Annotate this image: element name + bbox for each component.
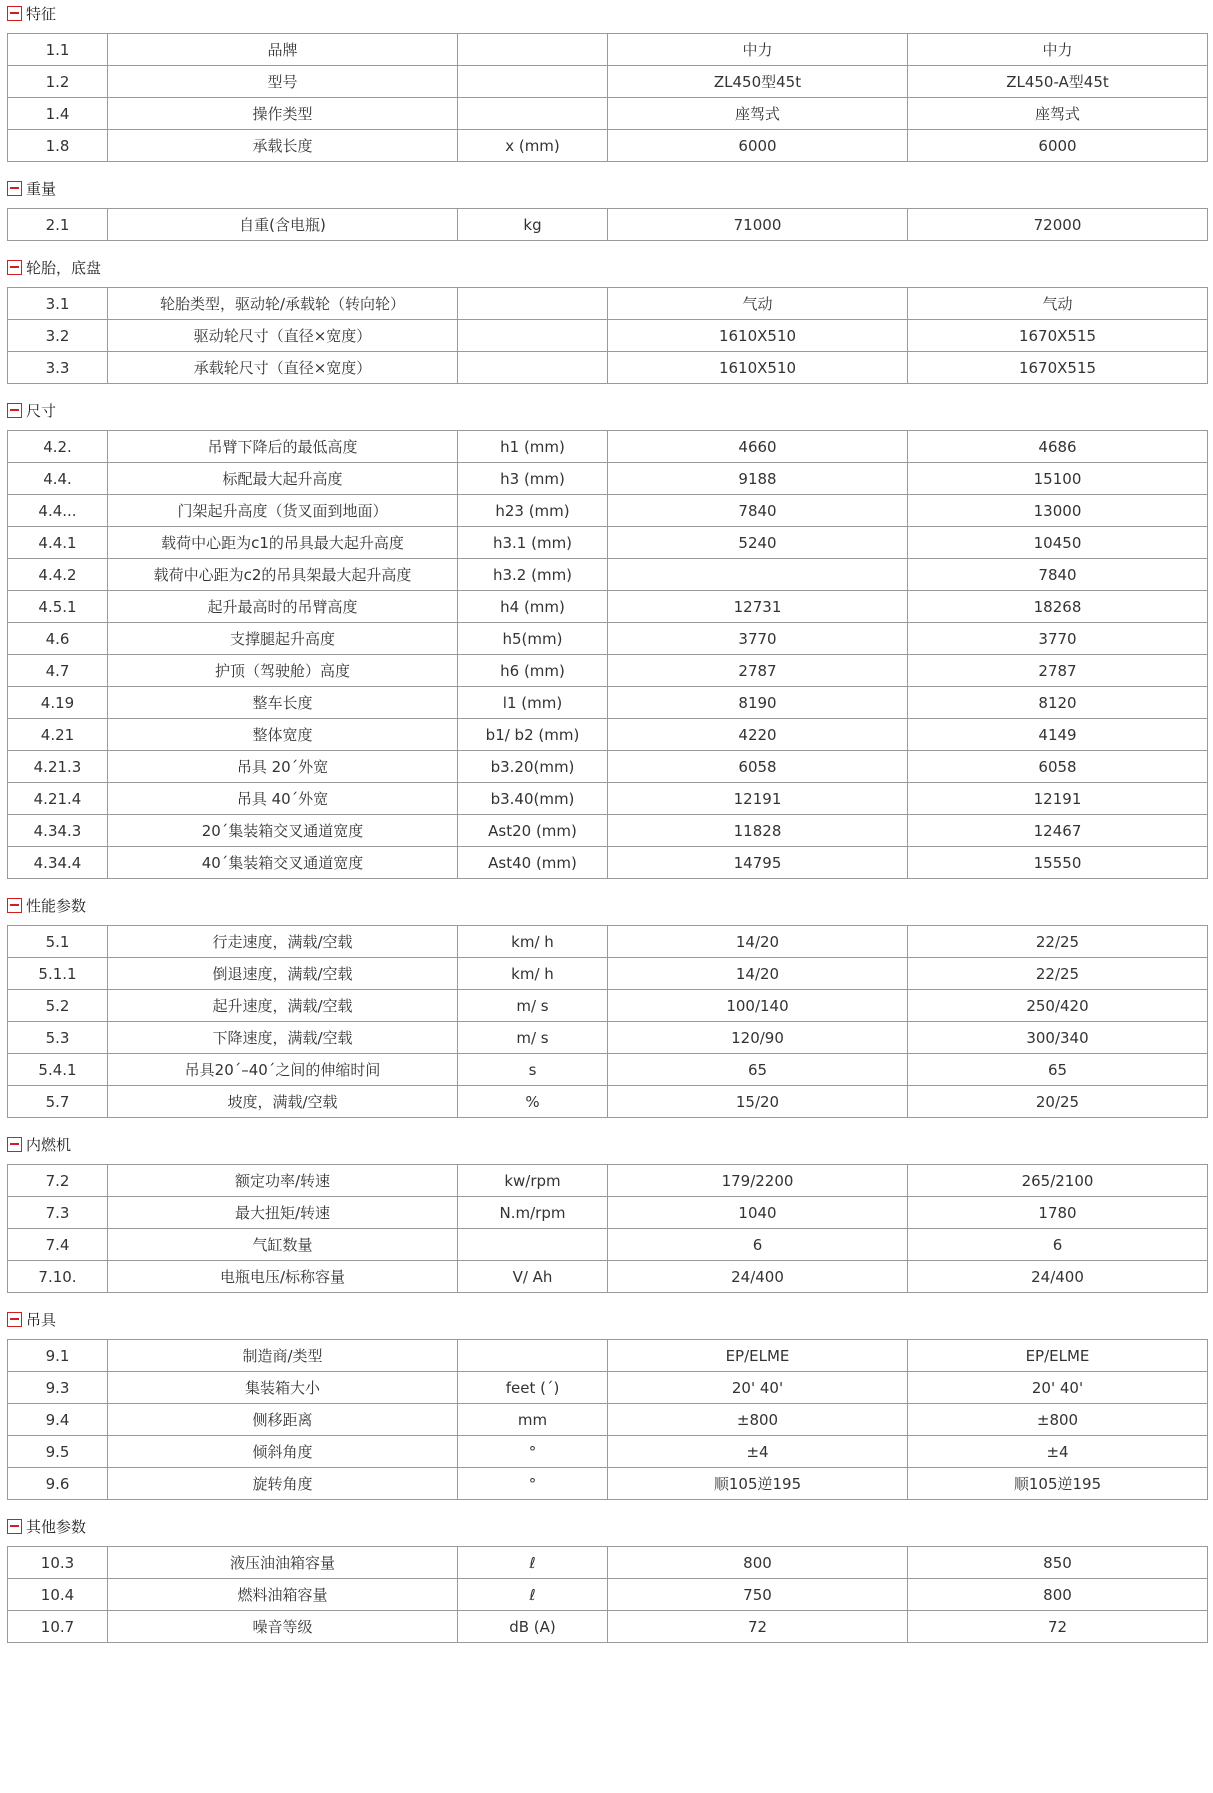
param-name: 旋转角度 [108,1468,458,1500]
param-number: 10.7 [8,1611,108,1643]
spec-sheet [0,5,1213,1643]
model-b-value: 6000 [908,130,1208,162]
param-unit: Ast40 (mm) [458,847,608,879]
model-a-value: 中力 [608,34,908,66]
model-b-value: 10450 [908,527,1208,559]
spec-table [7,1339,1208,1500]
model-b-value: EP/ELME [908,1340,1208,1372]
table-row [8,288,1208,320]
model-b-value: 22/25 [908,926,1208,958]
model-a-value: 24/400 [608,1261,908,1293]
spec-table [7,1546,1208,1643]
param-number: 4.4. [8,463,108,495]
model-a-value: 1610X510 [608,320,908,352]
param-name: 倒退速度，满载/空载 [108,958,458,990]
param-unit: h3 (mm) [458,463,608,495]
param-number: 4.5.1 [8,591,108,623]
param-name: 护顶（驾驶舱）高度 [108,655,458,687]
param-name: 吊具 40´外宽 [108,783,458,815]
param-number: 9.4 [8,1404,108,1436]
table-row [8,1229,1208,1261]
param-number: 2.1 [8,209,108,241]
param-number: 5.2 [8,990,108,1022]
model-b-value: 1670X515 [908,352,1208,384]
param-unit: N.m/rpm [458,1197,608,1229]
model-a-value: 72 [608,1611,908,1643]
param-number: 10.3 [8,1547,108,1579]
table-row [8,1054,1208,1086]
param-number: 9.3 [8,1372,108,1404]
spec-section [7,259,1213,384]
model-a-value: EP/ELME [608,1340,908,1372]
collapse-icon[interactable] [7,898,22,913]
param-number: 1.2 [8,66,108,98]
table-row [8,1340,1208,1372]
section-header[interactable] [7,5,1213,21]
param-name: 自重(含电瓶) [108,209,458,241]
model-b-value: 气动 [908,288,1208,320]
table-row [8,1022,1208,1054]
spec-section [7,1518,1213,1643]
param-unit: h3.2 (mm) [458,559,608,591]
param-name: 倾斜角度 [108,1436,458,1468]
table-row [8,527,1208,559]
param-name: 吊臂下降后的最低高度 [108,431,458,463]
param-name: 品牌 [108,34,458,66]
table-row [8,1611,1208,1643]
model-b-value: 850 [908,1547,1208,1579]
table-row [8,559,1208,591]
param-number: 4.4... [8,495,108,527]
model-b-value: 4149 [908,719,1208,751]
param-name: 吊具20´–40´之间的伸缩时间 [108,1054,458,1086]
model-a-value: 800 [608,1547,908,1579]
param-unit: ℓ [458,1579,608,1611]
model-b-value: 3770 [908,623,1208,655]
model-a-value: 11828 [608,815,908,847]
table-row [8,990,1208,1022]
model-a-value: 7840 [608,495,908,527]
param-name: 整体宽度 [108,719,458,751]
param-number: 7.10. [8,1261,108,1293]
section-header[interactable] [7,402,1213,418]
param-unit [458,1340,608,1372]
section-title: 内燃机 [26,1135,72,1154]
param-name: 载荷中心距为c2的吊具架最大起升高度 [108,559,458,591]
model-a-value: 5240 [608,527,908,559]
model-a-value: 100/140 [608,990,908,1022]
model-a-value [608,559,908,591]
param-number: 9.6 [8,1468,108,1500]
section-title: 尺寸 [26,401,57,420]
model-a-value: 1610X510 [608,352,908,384]
param-name: 型号 [108,66,458,98]
table-row [8,591,1208,623]
param-unit: m/ s [458,1022,608,1054]
param-number: 5.1.1 [8,958,108,990]
model-b-value: ±4 [908,1436,1208,1468]
param-unit: ° [458,1468,608,1500]
param-unit [458,66,608,98]
table-row [8,687,1208,719]
collapse-icon[interactable] [7,1312,22,1327]
spec-section [7,180,1213,241]
table-row [8,320,1208,352]
spec-section [7,5,1213,162]
param-name: 20´集装箱交叉通道宽度 [108,815,458,847]
spec-section [7,897,1213,1118]
table-row [8,34,1208,66]
param-number: 9.1 [8,1340,108,1372]
param-unit: kw/rpm [458,1165,608,1197]
model-b-value: 65 [908,1054,1208,1086]
model-b-value: 13000 [908,495,1208,527]
param-unit [458,352,608,384]
table-row [8,958,1208,990]
model-a-value: 14795 [608,847,908,879]
table-row [8,751,1208,783]
model-a-value: 8190 [608,687,908,719]
table-row [8,1404,1208,1436]
param-number: 4.4.2 [8,559,108,591]
table-row [8,926,1208,958]
spec-section [7,1311,1213,1500]
model-a-value: 9188 [608,463,908,495]
param-name: 承载长度 [108,130,458,162]
model-b-value: ZL450-A型45t [908,66,1208,98]
model-b-value: 中力 [908,34,1208,66]
model-b-value: 2787 [908,655,1208,687]
param-unit [458,98,608,130]
model-a-value: 4660 [608,431,908,463]
model-b-value: 4686 [908,431,1208,463]
section-title: 性能参数 [26,896,87,915]
param-name: 整车长度 [108,687,458,719]
param-unit: l1 (mm) [458,687,608,719]
model-b-value: 72 [908,1611,1208,1643]
section-title: 吊具 [26,1310,57,1329]
param-unit: b3.40(mm) [458,783,608,815]
model-b-value: ±800 [908,1404,1208,1436]
model-b-value: 20/25 [908,1086,1208,1118]
table-row [8,66,1208,98]
param-unit [458,320,608,352]
param-number: 4.6 [8,623,108,655]
model-a-value: 6 [608,1229,908,1261]
model-a-value: 4220 [608,719,908,751]
param-name: 操作类型 [108,98,458,130]
param-number: 4.21.3 [8,751,108,783]
param-unit: h23 (mm) [458,495,608,527]
param-number: 5.7 [8,1086,108,1118]
table-row [8,1197,1208,1229]
param-number: 4.4.1 [8,527,108,559]
model-b-value: 24/400 [908,1261,1208,1293]
param-number: 4.19 [8,687,108,719]
model-a-value: 12731 [608,591,908,623]
table-row [8,352,1208,384]
table-row [8,1547,1208,1579]
param-name: 燃料油箱容量 [108,1579,458,1611]
param-unit: kg [458,209,608,241]
param-unit: mm [458,1404,608,1436]
param-number: 10.4 [8,1579,108,1611]
model-a-value: 3770 [608,623,908,655]
param-name: 轮胎类型，驱动轮/承载轮（转向轮） [108,288,458,320]
section-header[interactable] [7,259,1213,275]
param-name: 制造商/类型 [108,1340,458,1372]
param-unit: b1/ b2 (mm) [458,719,608,751]
model-a-value: ZL450型45t [608,66,908,98]
param-name: 侧移距离 [108,1404,458,1436]
param-name: 额定功率/转速 [108,1165,458,1197]
param-name: 载荷中心距为c1的吊具最大起升高度 [108,527,458,559]
section-title: 轮胎，底盘 [26,258,102,277]
section-title: 重量 [26,179,57,198]
param-name: 液压油油箱容量 [108,1547,458,1579]
param-name: 起升最高时的吊臂高度 [108,591,458,623]
param-name: 40´集装箱交叉通道宽度 [108,847,458,879]
param-number: 4.21 [8,719,108,751]
model-b-value: 300/340 [908,1022,1208,1054]
table-row [8,130,1208,162]
model-b-value: 1670X515 [908,320,1208,352]
param-number: 4.34.3 [8,815,108,847]
spec-table [7,208,1208,241]
param-name: 行走速度，满载/空载 [108,926,458,958]
table-row [8,623,1208,655]
model-b-value: 22/25 [908,958,1208,990]
table-row [8,1086,1208,1118]
model-b-value: 1780 [908,1197,1208,1229]
param-number: 1.8 [8,130,108,162]
table-row [8,847,1208,879]
param-unit [458,288,608,320]
spec-section [7,1136,1213,1293]
collapse-icon[interactable] [7,260,22,275]
table-row [8,1165,1208,1197]
model-a-value: 座驾式 [608,98,908,130]
model-a-value: 20' 40' [608,1372,908,1404]
model-a-value: ±800 [608,1404,908,1436]
param-name: 支撑腿起升高度 [108,623,458,655]
model-a-value: 2787 [608,655,908,687]
table-row [8,463,1208,495]
spec-table [7,33,1208,162]
model-b-value: 7840 [908,559,1208,591]
param-unit [458,34,608,66]
param-number: 3.1 [8,288,108,320]
param-number: 7.2 [8,1165,108,1197]
table-row [8,655,1208,687]
model-a-value: 14/20 [608,926,908,958]
model-b-value: 座驾式 [908,98,1208,130]
section-header[interactable] [7,180,1213,196]
model-a-value: 15/20 [608,1086,908,1118]
param-name: 集装箱大小 [108,1372,458,1404]
param-name: 吊具 20´外宽 [108,751,458,783]
param-number: 4.7 [8,655,108,687]
model-a-value: 1040 [608,1197,908,1229]
param-name: 承载轮尺寸（直径×宽度） [108,352,458,384]
model-a-value: 顺105逆195 [608,1468,908,1500]
model-b-value: 800 [908,1579,1208,1611]
section-title: 特征 [26,4,57,23]
param-unit: m/ s [458,990,608,1022]
model-b-value: 15100 [908,463,1208,495]
param-unit: x (mm) [458,130,608,162]
model-b-value: 6058 [908,751,1208,783]
param-unit: ℓ [458,1547,608,1579]
param-name: 门架起升高度（货叉面到地面） [108,495,458,527]
model-b-value: 8120 [908,687,1208,719]
table-row [8,431,1208,463]
param-number: 4.34.4 [8,847,108,879]
param-unit: feet (´) [458,1372,608,1404]
param-unit: s [458,1054,608,1086]
model-b-value: 12467 [908,815,1208,847]
param-number: 7.3 [8,1197,108,1229]
model-b-value: 6 [908,1229,1208,1261]
model-a-value: 120/90 [608,1022,908,1054]
model-a-value: 14/20 [608,958,908,990]
model-b-value: 12191 [908,783,1208,815]
model-b-value: 18268 [908,591,1208,623]
param-unit: ° [458,1436,608,1468]
collapse-icon[interactable] [7,181,22,196]
model-b-value: 15550 [908,847,1208,879]
model-a-value: 750 [608,1579,908,1611]
model-b-value: 20' 40' [908,1372,1208,1404]
section-header[interactable] [7,897,1213,913]
model-b-value: 顺105逆195 [908,1468,1208,1500]
spec-table [7,925,1208,1118]
param-unit: dB (A) [458,1611,608,1643]
param-unit: h6 (mm) [458,655,608,687]
param-number: 4.21.4 [8,783,108,815]
param-name: 气缸数量 [108,1229,458,1261]
param-unit: Ast20 (mm) [458,815,608,847]
table-row [8,783,1208,815]
param-number: 3.3 [8,352,108,384]
spec-section [7,402,1213,879]
table-row [8,98,1208,130]
param-unit: h4 (mm) [458,591,608,623]
param-number: 1.4 [8,98,108,130]
param-unit: km/ h [458,926,608,958]
param-unit: b3.20(mm) [458,751,608,783]
param-unit: h3.1 (mm) [458,527,608,559]
param-name: 噪音等级 [108,1611,458,1643]
spec-table [7,1164,1208,1293]
param-number: 5.4.1 [8,1054,108,1086]
section-title: 其他参数 [26,1517,87,1536]
param-name: 驱动轮尺寸（直径×宽度） [108,320,458,352]
param-unit: h1 (mm) [458,431,608,463]
section-header[interactable] [7,1311,1213,1327]
model-a-value: 6058 [608,751,908,783]
param-unit: h5(mm) [458,623,608,655]
table-row [8,209,1208,241]
table-row [8,719,1208,751]
param-number: 1.1 [8,34,108,66]
model-a-value: ±4 [608,1436,908,1468]
table-row [8,1436,1208,1468]
table-row [8,1372,1208,1404]
param-name: 起升速度，满载/空载 [108,990,458,1022]
model-a-value: 179/2200 [608,1165,908,1197]
model-a-value: 65 [608,1054,908,1086]
spec-table [7,430,1208,879]
model-a-value: 6000 [608,130,908,162]
table-row [8,1261,1208,1293]
param-number: 5.1 [8,926,108,958]
collapse-icon[interactable] [7,403,22,418]
param-name: 标配最大起升高度 [108,463,458,495]
param-number: 5.3 [8,1022,108,1054]
model-a-value: 气动 [608,288,908,320]
spec-table [7,287,1208,384]
section-header[interactable] [7,1136,1213,1152]
model-a-value: 71000 [608,209,908,241]
param-unit [458,1229,608,1261]
param-unit: km/ h [458,958,608,990]
param-number: 4.2. [8,431,108,463]
section-header[interactable] [7,1518,1213,1534]
param-name: 最大扭矩/转速 [108,1197,458,1229]
model-b-value: 265/2100 [908,1165,1208,1197]
param-name: 电瓶电压/标称容量 [108,1261,458,1293]
param-unit: V/ Ah [458,1261,608,1293]
table-row [8,1468,1208,1500]
param-number: 7.4 [8,1229,108,1261]
collapse-icon[interactable] [7,1519,22,1534]
model-b-value: 250/420 [908,990,1208,1022]
param-name: 坡度，满载/空载 [108,1086,458,1118]
table-row [8,815,1208,847]
param-number: 9.5 [8,1436,108,1468]
collapse-icon[interactable] [7,6,22,21]
model-b-value: 72000 [908,209,1208,241]
param-number: 3.2 [8,320,108,352]
table-row [8,495,1208,527]
model-a-value: 12191 [608,783,908,815]
collapse-icon[interactable] [7,1137,22,1152]
param-unit: % [458,1086,608,1118]
param-name: 下降速度，满载/空载 [108,1022,458,1054]
table-row [8,1579,1208,1611]
